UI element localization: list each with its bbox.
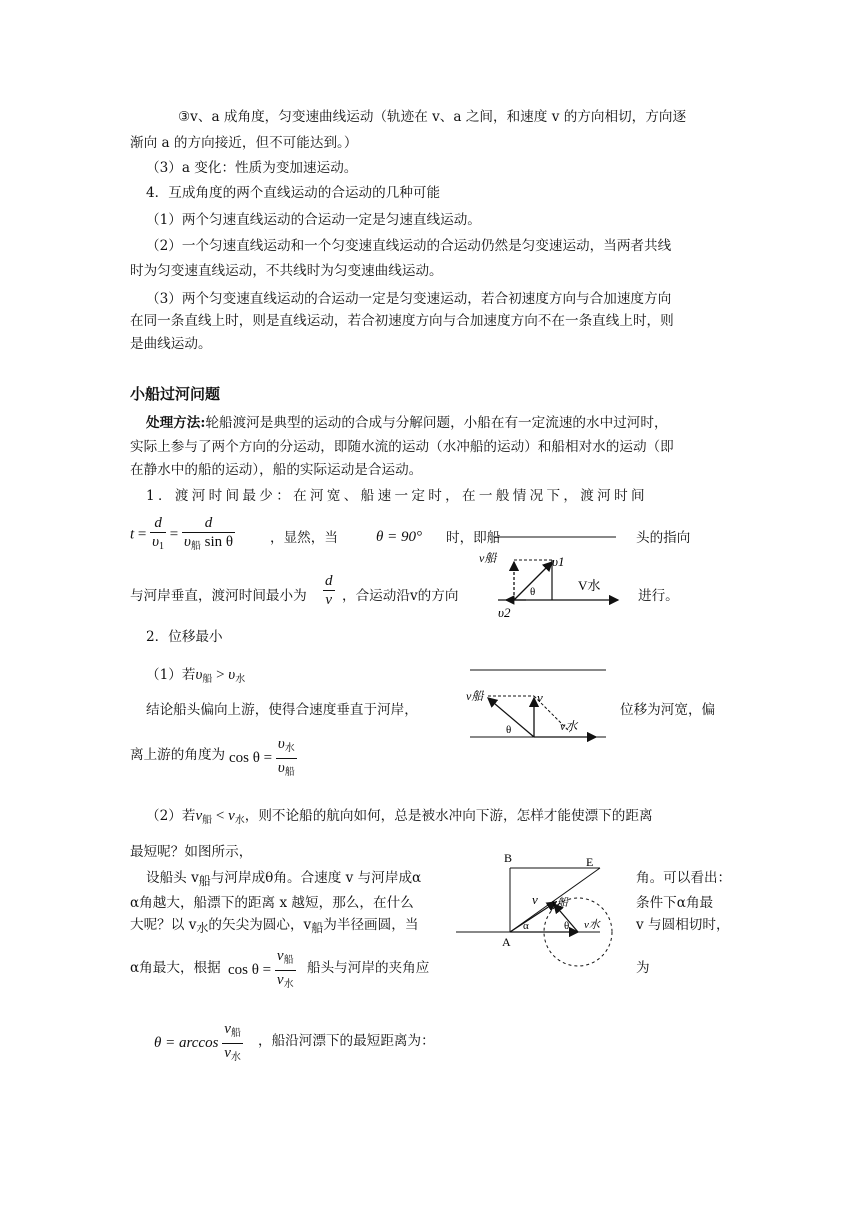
case2-line (146, 806, 653, 830)
math-sub: 1 (159, 541, 165, 552)
math-v: υ (277, 736, 285, 752)
label-v-water: V水 (578, 578, 601, 593)
math-v: υ (277, 760, 285, 776)
math-sub: 水 (234, 815, 245, 826)
math-v: υ (228, 667, 236, 683)
inline-text: 结论船头偏向上游，使得合速度垂直于河岸， (146, 702, 418, 718)
inline-text: 角。可以看出： (636, 870, 732, 886)
math-v-plain: v (325, 592, 333, 608)
math-v: v (228, 808, 235, 824)
formula-d-over-v (323, 572, 335, 609)
label-v2: υ2 (498, 605, 511, 620)
paragraph-line: （2）一个匀速直线运动和一个匀变速直线运动的合运动仍然是匀变速运动，当两者共线 (146, 238, 672, 254)
paragraph-line: 1．渡河时间最少：在河宽、船速一定时，在一般情况下，渡河时间 (146, 488, 648, 504)
math-eq: = (169, 526, 179, 543)
inline-text: α角越大，船漂下的距离 x 越短，那么，在什么 (130, 895, 414, 911)
inline-text: （2）若 (146, 808, 196, 824)
math-cos: cos θ = (229, 749, 273, 766)
sub-boat: 船 (198, 874, 211, 888)
math-d: d (204, 515, 213, 531)
inline-text: v 与圆相切时， (636, 917, 730, 933)
case2-text-c (146, 868, 421, 891)
math-v: v (195, 808, 203, 824)
method-text: 轮船渡河是典型的运动的合成与分解问题，小船在有一定流速的水中过河时， (205, 415, 668, 431)
inline-text: 与河岸垂直，渡河时间最小为 (130, 588, 307, 604)
math-sin: sin θ (204, 534, 234, 550)
math-eq: = (137, 526, 147, 543)
paragraph-line: 实际上参与了两个方向的分运动，即随水流的运动（水冲船的运动）和船相对水的运动（即 (130, 439, 674, 455)
math-sub: 水 (230, 1052, 241, 1063)
figure-min-time (478, 532, 628, 622)
math-gt: > (216, 667, 225, 683)
math-v: υ (195, 667, 203, 683)
case1-line (146, 665, 245, 689)
figure-min-drift (454, 848, 634, 970)
label-v-water: v水 (584, 919, 600, 931)
fraction-vboat-over-vwater (222, 1020, 243, 1067)
inline-text: α角最大，根据 (130, 960, 221, 976)
inline-text: 时，即船 (446, 530, 501, 546)
math-sub: 船 (190, 541, 201, 552)
label-e: E (586, 855, 594, 869)
math-v: v (276, 972, 284, 988)
math-v: v (224, 1021, 231, 1037)
inline-text: 大呢？以 v (130, 917, 197, 933)
math-arccos: θ = arccos (154, 1034, 219, 1051)
math-v: υ (152, 534, 160, 550)
inline-text: 离上游的角度为 (130, 747, 226, 763)
label-v1: υ1 (552, 554, 565, 569)
label-v-water: v水 (560, 719, 578, 733)
label-alpha: α (523, 920, 529, 932)
inline-text: 与河岸成θ角。合速度 v 与河岸成α (210, 870, 422, 886)
fraction-d-over-v (323, 572, 335, 609)
paragraph-line: 是曲线运动。 (130, 336, 212, 352)
math-v: υ (184, 534, 191, 550)
math-sub: 船 (202, 815, 213, 826)
fraction-d-over-vsin (182, 514, 235, 556)
math-sub: 船 (230, 1028, 241, 1039)
math-lt: < (215, 808, 225, 824)
inline-text: 位移为河宽，偏 (620, 702, 716, 718)
math-v: v (276, 948, 284, 964)
label-theta: θ (530, 586, 536, 598)
paragraph-line: 在静水中的船的运动），船的实际运动是合运动。 (130, 462, 423, 478)
formula-cos-theta-2 (228, 947, 296, 994)
sub-boat: 船 (311, 921, 324, 935)
inline-text: ，显然，当 (270, 530, 338, 546)
paragraph-line: 在同一条直线上时，则是直线运动，若合初速度方向与合加速度方向不在一条直线上时，则 (130, 313, 674, 329)
paragraph-line: 渐向 a 的方向接近，但不可能达到。） (130, 135, 358, 151)
method-label: 处理方法: (146, 415, 206, 431)
math-sub: 船 (283, 955, 294, 966)
label-theta: θ (564, 920, 570, 932)
label-a: A (502, 935, 511, 949)
fraction-vboat-over-vwater (275, 947, 296, 994)
math-sub: 水 (284, 743, 295, 754)
inline-text: 的矢尖为圆心，v (208, 917, 312, 933)
case2-text-e (130, 915, 418, 938)
label-v-boat: v船 (466, 689, 484, 703)
inline-text: 为半径画圆，当 (323, 917, 419, 933)
paragraph-line: 最短呢？如图所示， (130, 844, 253, 860)
fraction-d-over-v1 (150, 514, 166, 556)
paragraph-line: （1）两个匀速直线运动的合运动一定是匀速直线运动。 (146, 212, 481, 228)
inline-text: 条件下α角最 (636, 895, 714, 911)
math-t: t (130, 526, 135, 543)
math-v: v (224, 1045, 231, 1061)
sub-water: 水 (196, 921, 209, 935)
label-b: B (504, 851, 513, 865)
label-v: v (537, 690, 543, 705)
fraction-vwater-over-vboat (276, 735, 297, 782)
figure-min-displacement (460, 662, 610, 742)
inline-text: 头的指向 (636, 530, 691, 546)
inline-text: ，合运动沿v的方向 (342, 588, 459, 604)
paragraph-line: 4．互成角度的两个直线运动的合运动的几种可能 (146, 185, 441, 201)
section-heading: 小船过河问题 (130, 385, 221, 403)
math-sub: 船 (284, 767, 295, 778)
math-cos: cos θ = (228, 961, 272, 978)
label-v-boat: v船 (479, 551, 497, 565)
paragraph-line: （3）a 变化：性质为变加速运动。 (146, 160, 358, 176)
formula-t (130, 514, 235, 556)
math-theta-90: θ = 90° (376, 529, 422, 545)
inline-text: 船头与河岸的夹角应 (307, 960, 430, 976)
label-theta: θ (506, 724, 512, 736)
formula-arccos (154, 1020, 243, 1067)
math-d: d (325, 573, 333, 589)
inline-text: ，则不论船的航向如何，总是被水冲向下游，怎样才能使漂下的距离 (244, 808, 653, 824)
inline-text: 进行。 (638, 588, 679, 604)
paragraph-line: 时为匀变速直线运动，不共线时为匀变速曲线运动。 (130, 263, 443, 279)
method-line (146, 413, 668, 433)
formula-cos-theta (229, 735, 297, 782)
math-sub: 水 (235, 674, 246, 685)
label-v: v (532, 892, 538, 907)
inline-text: 为 (636, 960, 650, 976)
paragraph-line: （3）两个匀变速直线运动的合运动一定是匀变速运动，若合初速度方向与合加速度方向 (146, 291, 672, 307)
inline-text: ，船沿河漂下的最短距离为： (258, 1033, 435, 1049)
math-sub: 水 (283, 979, 294, 990)
math-d: d (154, 515, 162, 531)
paragraph-line: ③v、a 成角度，匀变速曲线运动（轨迹在 v、a 之间，和速度 v 的方向相切，方向逐 (178, 109, 687, 125)
inline-text: 设船头 v (146, 870, 199, 886)
paragraph-line: 2．位移最小 (146, 629, 223, 645)
label-v-boat: v船 (552, 897, 568, 909)
math-sub: 船 (202, 674, 213, 685)
inline-text: （1）若 (146, 667, 196, 683)
